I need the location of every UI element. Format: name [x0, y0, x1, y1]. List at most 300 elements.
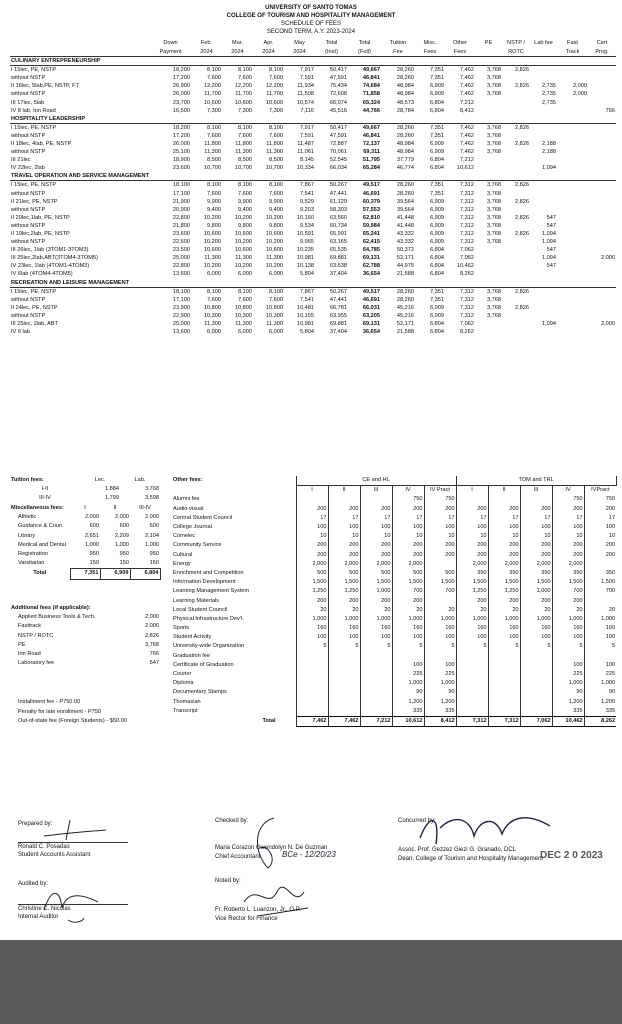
document-title: SCHEDULE OF FEES	[280, 21, 341, 27]
section-header	[10, 172, 616, 181]
table-cell: 1,000	[360, 615, 392, 624]
table-cell: 547	[546, 222, 556, 229]
other-fee-row	[172, 551, 616, 560]
table-cell	[530, 181, 557, 190]
table-cell: III 25lec, 2lab, ABT	[11, 321, 58, 328]
table-cell: 7,917	[300, 124, 314, 131]
table-cell	[392, 652, 424, 661]
table-cell: 3,768	[487, 198, 501, 205]
table-cell: 9,800	[269, 222, 283, 229]
table-cell: Fees	[445, 47, 475, 57]
table-cell: 11,508	[297, 91, 314, 98]
table-cell: 10,700	[203, 165, 221, 172]
table-cell	[588, 304, 616, 312]
table-cell: 10,600	[265, 247, 283, 254]
section-header	[10, 115, 616, 124]
table-cell: 10,160	[296, 214, 314, 221]
table-cell: 28,260	[396, 67, 414, 74]
table-cell: 17,100	[172, 296, 190, 303]
table-cell: 62,788	[362, 263, 380, 270]
table-cell: 3,768	[145, 641, 160, 648]
table-cell	[557, 132, 588, 140]
table-cell: 10,334	[296, 165, 314, 172]
table-cell: 7,312	[460, 190, 474, 197]
table-cell: 200	[360, 596, 392, 605]
section-header	[10, 57, 616, 66]
table-cell: II 16lec, 5lab,PE, NSTP, FT	[11, 83, 79, 90]
misc-header	[10, 504, 160, 513]
table-cell: 8,100	[269, 288, 283, 295]
table-cell: 160	[328, 624, 360, 633]
table-cell: 20	[552, 606, 584, 615]
table-cell: 6,804	[430, 263, 444, 270]
table-cell: Lec.	[94, 477, 106, 484]
checked-title: Chief Accountant	[215, 854, 261, 860]
table-cell: 10,300	[265, 312, 283, 319]
table-cell: 17	[392, 514, 424, 523]
fee-row	[10, 206, 616, 214]
fees-table	[10, 38, 616, 336]
table-cell: 5	[552, 642, 584, 651]
table-cell: 10,600	[234, 247, 252, 254]
table-cell: 11,700	[204, 91, 221, 98]
table-cell: 10,800	[234, 304, 252, 311]
table-cell	[588, 132, 616, 140]
table-cell: 9,400	[207, 206, 221, 213]
table-cell	[557, 262, 588, 270]
table-cell: I 15lec, PE, NSTP	[11, 288, 57, 295]
table-cell: 3,768	[487, 214, 501, 221]
table-cell: without NSTP	[11, 312, 46, 319]
table-cell	[520, 698, 552, 707]
table-cell: 7,462	[460, 140, 474, 147]
table-cell: 100	[296, 633, 328, 642]
table-cell: 6,000	[207, 329, 221, 336]
misc-row	[10, 513, 160, 522]
table-cell: 20	[520, 606, 552, 615]
table-cell: IV Pract	[424, 486, 456, 496]
table-cell: 3,768	[487, 75, 501, 82]
table-cell: 8,500	[207, 157, 221, 164]
table-cell: 7,462	[460, 67, 474, 74]
table-cell: Other	[453, 39, 467, 46]
table-cell: 200	[360, 551, 392, 560]
table-cell: 47,591	[329, 75, 347, 82]
table-cell: 200	[328, 596, 360, 605]
table-cell: Community Service	[173, 542, 222, 549]
table-cell: 7,917	[300, 67, 314, 74]
prepared-by-label: Prepared by:	[18, 821, 53, 827]
table-cell	[520, 495, 552, 504]
table-cell: 8,100	[207, 182, 221, 189]
table-cell: IV 6lab (4TOM4-4TOM5)	[11, 271, 73, 278]
table-cell: III 21lec	[11, 157, 31, 164]
table-cell	[328, 698, 360, 707]
checked-name: Maria Corazon Gwendolyn N. De Guzman	[215, 845, 328, 851]
table-cell: 3,768	[487, 67, 501, 74]
table-cell: 11,934	[297, 83, 314, 90]
table-cell: 71,858	[362, 91, 380, 98]
table-cell: 1,500	[328, 578, 360, 587]
table-cell: 1,000	[392, 615, 424, 624]
table-cell	[475, 320, 502, 328]
table-cell	[456, 679, 488, 688]
table-cell: 350	[552, 569, 584, 578]
table-cell: 2,000	[520, 560, 552, 569]
table-cell: 10,600	[234, 231, 252, 238]
table-cell	[502, 132, 530, 140]
table-cell	[588, 296, 616, 304]
table-cell: 13,600	[172, 329, 190, 336]
fee-row	[10, 238, 616, 246]
table-cell: 6,804	[430, 255, 444, 262]
table-cell: 1,500	[552, 578, 584, 587]
table-cell: 37,404	[329, 329, 347, 336]
table-cell: 225	[424, 670, 456, 679]
table-cell	[557, 230, 588, 238]
table-cell: 3,768	[487, 124, 501, 131]
table-cell: 1,200	[424, 698, 456, 707]
table-cell: 51,795	[362, 157, 380, 164]
table-cell: 10	[424, 532, 456, 541]
table-cell: 7,312	[460, 182, 474, 189]
table-cell: 11,800	[266, 140, 283, 147]
table-cell: 6,909	[430, 231, 444, 238]
table-cell: 500	[360, 569, 392, 578]
table-cell: 160	[360, 624, 392, 633]
table-cell: 7,312	[460, 214, 474, 221]
table-cell: 100	[360, 523, 392, 532]
table-cell: 11,300	[235, 255, 252, 262]
table-cell: 7,062	[460, 255, 474, 262]
table-cell: Fee	[381, 47, 415, 57]
table-cell: 6,804	[430, 271, 444, 278]
table-cell: without NSTP	[11, 222, 46, 229]
table-cell	[488, 688, 520, 697]
table-cell: 160	[424, 624, 456, 633]
table-cell: 547	[149, 660, 160, 667]
table-cell	[557, 222, 588, 230]
table-cell: 45,216	[396, 312, 414, 319]
table-cell: 547	[546, 214, 556, 221]
table-cell: 5	[296, 642, 328, 651]
table-cell: 1,500	[488, 578, 520, 587]
table-cell: 750	[552, 495, 584, 504]
table-cell: 39,564	[396, 206, 414, 213]
table-cell: 500	[296, 569, 328, 578]
table-cell: 100	[424, 661, 456, 670]
table-cell	[475, 156, 502, 164]
table-cell	[328, 679, 360, 688]
table-cell: Prog.	[588, 47, 616, 57]
concurred-title: Dean, College of Tourism and Hospitality Management	[398, 856, 543, 862]
table-cell: 49,667	[362, 67, 380, 74]
table-cell	[328, 661, 360, 670]
fee-row	[10, 328, 616, 336]
table-cell	[557, 296, 588, 304]
table-cell: Total	[33, 570, 47, 577]
table-cell: 26,000	[172, 91, 190, 98]
table-cell: 150	[89, 560, 99, 567]
table-cell: 18,900	[172, 157, 190, 164]
table-cell	[520, 679, 552, 688]
table-cell	[502, 328, 530, 336]
table-cell: 2,000	[601, 255, 615, 262]
table-cell: 7,351	[430, 288, 444, 295]
table-cell: 7,462	[460, 91, 474, 98]
table-cell	[502, 206, 530, 214]
table-cell	[530, 198, 557, 206]
table-cell	[475, 328, 502, 336]
table-cell: 1,250	[488, 587, 520, 596]
table-cell: 200	[456, 596, 488, 605]
table-cell	[530, 270, 557, 278]
table-cell: II	[113, 505, 117, 512]
table-cell	[588, 190, 616, 198]
table-cell	[530, 156, 557, 164]
table-cell: 2,826	[515, 231, 529, 238]
table-cell: 50,267	[329, 182, 347, 189]
table-cell: 17,200	[172, 75, 190, 82]
table-cell: 7,351	[430, 190, 444, 197]
table-cell: 7,600	[238, 132, 252, 139]
table-cell: 48,984	[396, 91, 414, 98]
table-cell: 6,909	[430, 149, 444, 156]
table-cell: 100	[552, 523, 584, 532]
table-cell	[296, 670, 328, 679]
table-cell: 7,116	[300, 107, 314, 114]
table-cell: 7,462	[460, 83, 474, 90]
table-cell: 100	[552, 661, 584, 670]
table-cell: 66,781	[329, 304, 347, 311]
table-cell: 6,909	[430, 198, 444, 205]
table-cell: 3,768	[487, 312, 501, 319]
table-cell: 57,553	[362, 206, 380, 213]
table-cell: 200	[424, 505, 456, 514]
table-cell: 7,462	[460, 149, 474, 156]
table-cell: 1,200	[392, 698, 424, 707]
term-label: SECOND TERM, A.Y. 2023-2024	[266, 29, 356, 35]
table-cell: 350	[488, 569, 520, 578]
table-cell: 100	[456, 633, 488, 642]
table-cell	[502, 296, 530, 304]
table-cell: 766	[149, 651, 160, 658]
table-cell: 2,000	[573, 83, 587, 90]
table-cell: 150	[119, 560, 129, 567]
table-cell	[296, 707, 328, 717]
table-cell: 1,000	[520, 587, 552, 596]
fee-row	[10, 312, 616, 320]
table-cell: 20	[360, 606, 392, 615]
table-cell: 5	[488, 642, 520, 651]
table-cell	[557, 254, 588, 262]
table-cell: 200	[296, 541, 328, 550]
table-cell: 7,300	[238, 107, 252, 114]
table-cell	[557, 206, 588, 214]
table-cell: 9,965	[300, 239, 314, 246]
table-cell	[557, 270, 588, 278]
table-cell: 49,517	[362, 288, 380, 295]
table-cell: 46,691	[362, 296, 380, 303]
table-cell: 18,100	[172, 288, 190, 295]
table-cell: 10,600	[234, 99, 252, 106]
table-cell: 8,100	[238, 182, 252, 189]
table-cell	[584, 560, 616, 569]
table-cell: 100	[584, 661, 616, 670]
table-cell: Additional fees (if applicable):	[11, 605, 91, 612]
table-cell	[552, 652, 584, 661]
table-cell: 950	[89, 551, 99, 558]
table-cell: 200	[552, 551, 584, 560]
table-cell: 6,909	[430, 222, 444, 229]
fee-row	[10, 246, 616, 254]
table-cell: 10,574	[296, 99, 314, 106]
table-cell: 1,799	[105, 495, 119, 502]
table-cell: 3,768	[487, 140, 501, 147]
table-cell: 10	[456, 532, 488, 541]
table-cell: 2,104	[145, 532, 159, 539]
table-cell: 23,600	[172, 231, 190, 238]
table-cell: Registration	[18, 551, 48, 558]
table-cell: 2,000	[392, 560, 424, 569]
table-cell: 65,991	[329, 231, 347, 238]
table-cell: 1,000	[360, 587, 392, 596]
table-cell: 6,000	[207, 271, 221, 278]
table-cell	[557, 328, 588, 336]
table-cell: 50,417	[329, 67, 347, 74]
table-cell: 1,094	[542, 165, 556, 172]
table-cell: 10,481	[296, 304, 314, 311]
table-cell: Total	[325, 39, 338, 46]
table-cell	[296, 698, 328, 707]
table-cell: 100	[488, 523, 520, 532]
table-cell: III 26lec, 1lab (3TOM1-3TOM3)	[11, 247, 89, 254]
table-cell: 62,810	[362, 214, 380, 221]
table-cell	[588, 287, 616, 296]
table-cell: 2,000	[85, 514, 99, 521]
table-cell	[360, 652, 392, 661]
other-col-header	[172, 486, 616, 496]
table-cell: II 18lec, 4lab, PE, NSTP	[11, 140, 72, 147]
table-cell: TOM and TRL	[456, 476, 616, 486]
table-cell: 1,500	[456, 578, 488, 587]
table-cell: 1,200	[584, 698, 616, 707]
table-cell	[588, 328, 616, 336]
table-cell: 59,984	[362, 222, 380, 229]
table-cell: Diploma	[173, 680, 194, 687]
table-cell: II	[328, 486, 360, 496]
table-cell	[475, 107, 502, 115]
table-cell: 100	[424, 523, 456, 532]
table-cell: 8,100	[238, 288, 252, 295]
tuition-row	[10, 485, 160, 494]
table-cell: 7,600	[207, 75, 221, 82]
table-cell	[475, 246, 502, 254]
table-cell: 62,415	[362, 239, 380, 246]
fee-row	[10, 74, 616, 82]
table-cell	[530, 296, 557, 304]
table-cell: 37,779	[396, 157, 414, 164]
table-cell: 22,600	[172, 239, 190, 246]
table-cell: 1,000	[488, 615, 520, 624]
table-cell: 11,300	[266, 321, 283, 328]
table-cell: 10,200	[203, 214, 221, 221]
table-cell	[456, 688, 488, 697]
table-cell: 200	[392, 551, 424, 560]
fee-row	[10, 296, 616, 304]
table-cell: 20,900	[172, 206, 190, 213]
table-cell: Down	[163, 39, 178, 46]
table-cell: 28,784	[396, 107, 414, 114]
table-cell: Library	[18, 532, 36, 539]
other-fee-row	[172, 587, 616, 596]
table-cell: 100	[520, 633, 552, 642]
table-cell: 1,000	[145, 541, 159, 548]
table-cell: 160	[296, 624, 328, 633]
table-cell: 7,312	[488, 716, 520, 726]
table-cell: 225	[584, 670, 616, 679]
table-cell: without NSTP	[11, 296, 46, 303]
table-cell	[588, 181, 616, 190]
table-cell: 50,372	[396, 247, 414, 254]
table-cell: 6,909	[430, 214, 444, 221]
checked-handwritten-note: BCe - 12/20/23	[282, 850, 336, 859]
table-cell: Laboratory fee	[18, 660, 55, 667]
table-cell: II 24lec, PE, NSTP	[11, 304, 58, 311]
table-cell: 10	[360, 532, 392, 541]
table-cell: 21,588	[396, 329, 414, 336]
additional-row	[10, 641, 160, 650]
table-cell: 200	[584, 505, 616, 514]
table-cell: 200	[296, 505, 328, 514]
table-cell: 1,250	[328, 587, 360, 596]
table-cell: 10	[296, 532, 328, 541]
table-cell	[296, 679, 328, 688]
table-cell: 6,804	[430, 107, 444, 114]
table-cell: 100	[584, 523, 616, 532]
table-cell: 200	[296, 551, 328, 560]
table-cell: 7,351	[430, 67, 444, 74]
fee-row	[10, 98, 616, 106]
table-cell	[172, 486, 296, 496]
table-cell: without NSTP	[11, 132, 46, 139]
table-cell: 7,212	[460, 99, 474, 106]
table-cell: 7,312	[460, 206, 474, 213]
table-cell: 20	[584, 606, 616, 615]
table-cell: 20	[392, 606, 424, 615]
table-cell: Learning Materials	[173, 597, 220, 604]
table-cell: 9,529	[300, 198, 314, 205]
table-cell: 200	[488, 505, 520, 514]
table-cell: 7,312	[460, 239, 474, 246]
table-cell: 100	[392, 523, 424, 532]
table-cell: 7,867	[300, 182, 314, 189]
table-cell: 3,768	[487, 239, 501, 246]
table-cell: 160	[456, 624, 488, 633]
table-cell: 100	[488, 633, 520, 642]
table-cell	[530, 304, 557, 312]
table-cell: 11,300	[266, 255, 283, 262]
table-cell	[456, 670, 488, 679]
table-cell	[588, 238, 616, 246]
table-cell: 20	[296, 606, 328, 615]
table-cell	[588, 74, 616, 82]
fee-row	[10, 198, 616, 206]
table-cell: Payment	[150, 47, 191, 57]
table-cell	[502, 156, 530, 164]
table-cell: 1,500	[424, 578, 456, 587]
table-cell: 18,200	[172, 67, 190, 74]
